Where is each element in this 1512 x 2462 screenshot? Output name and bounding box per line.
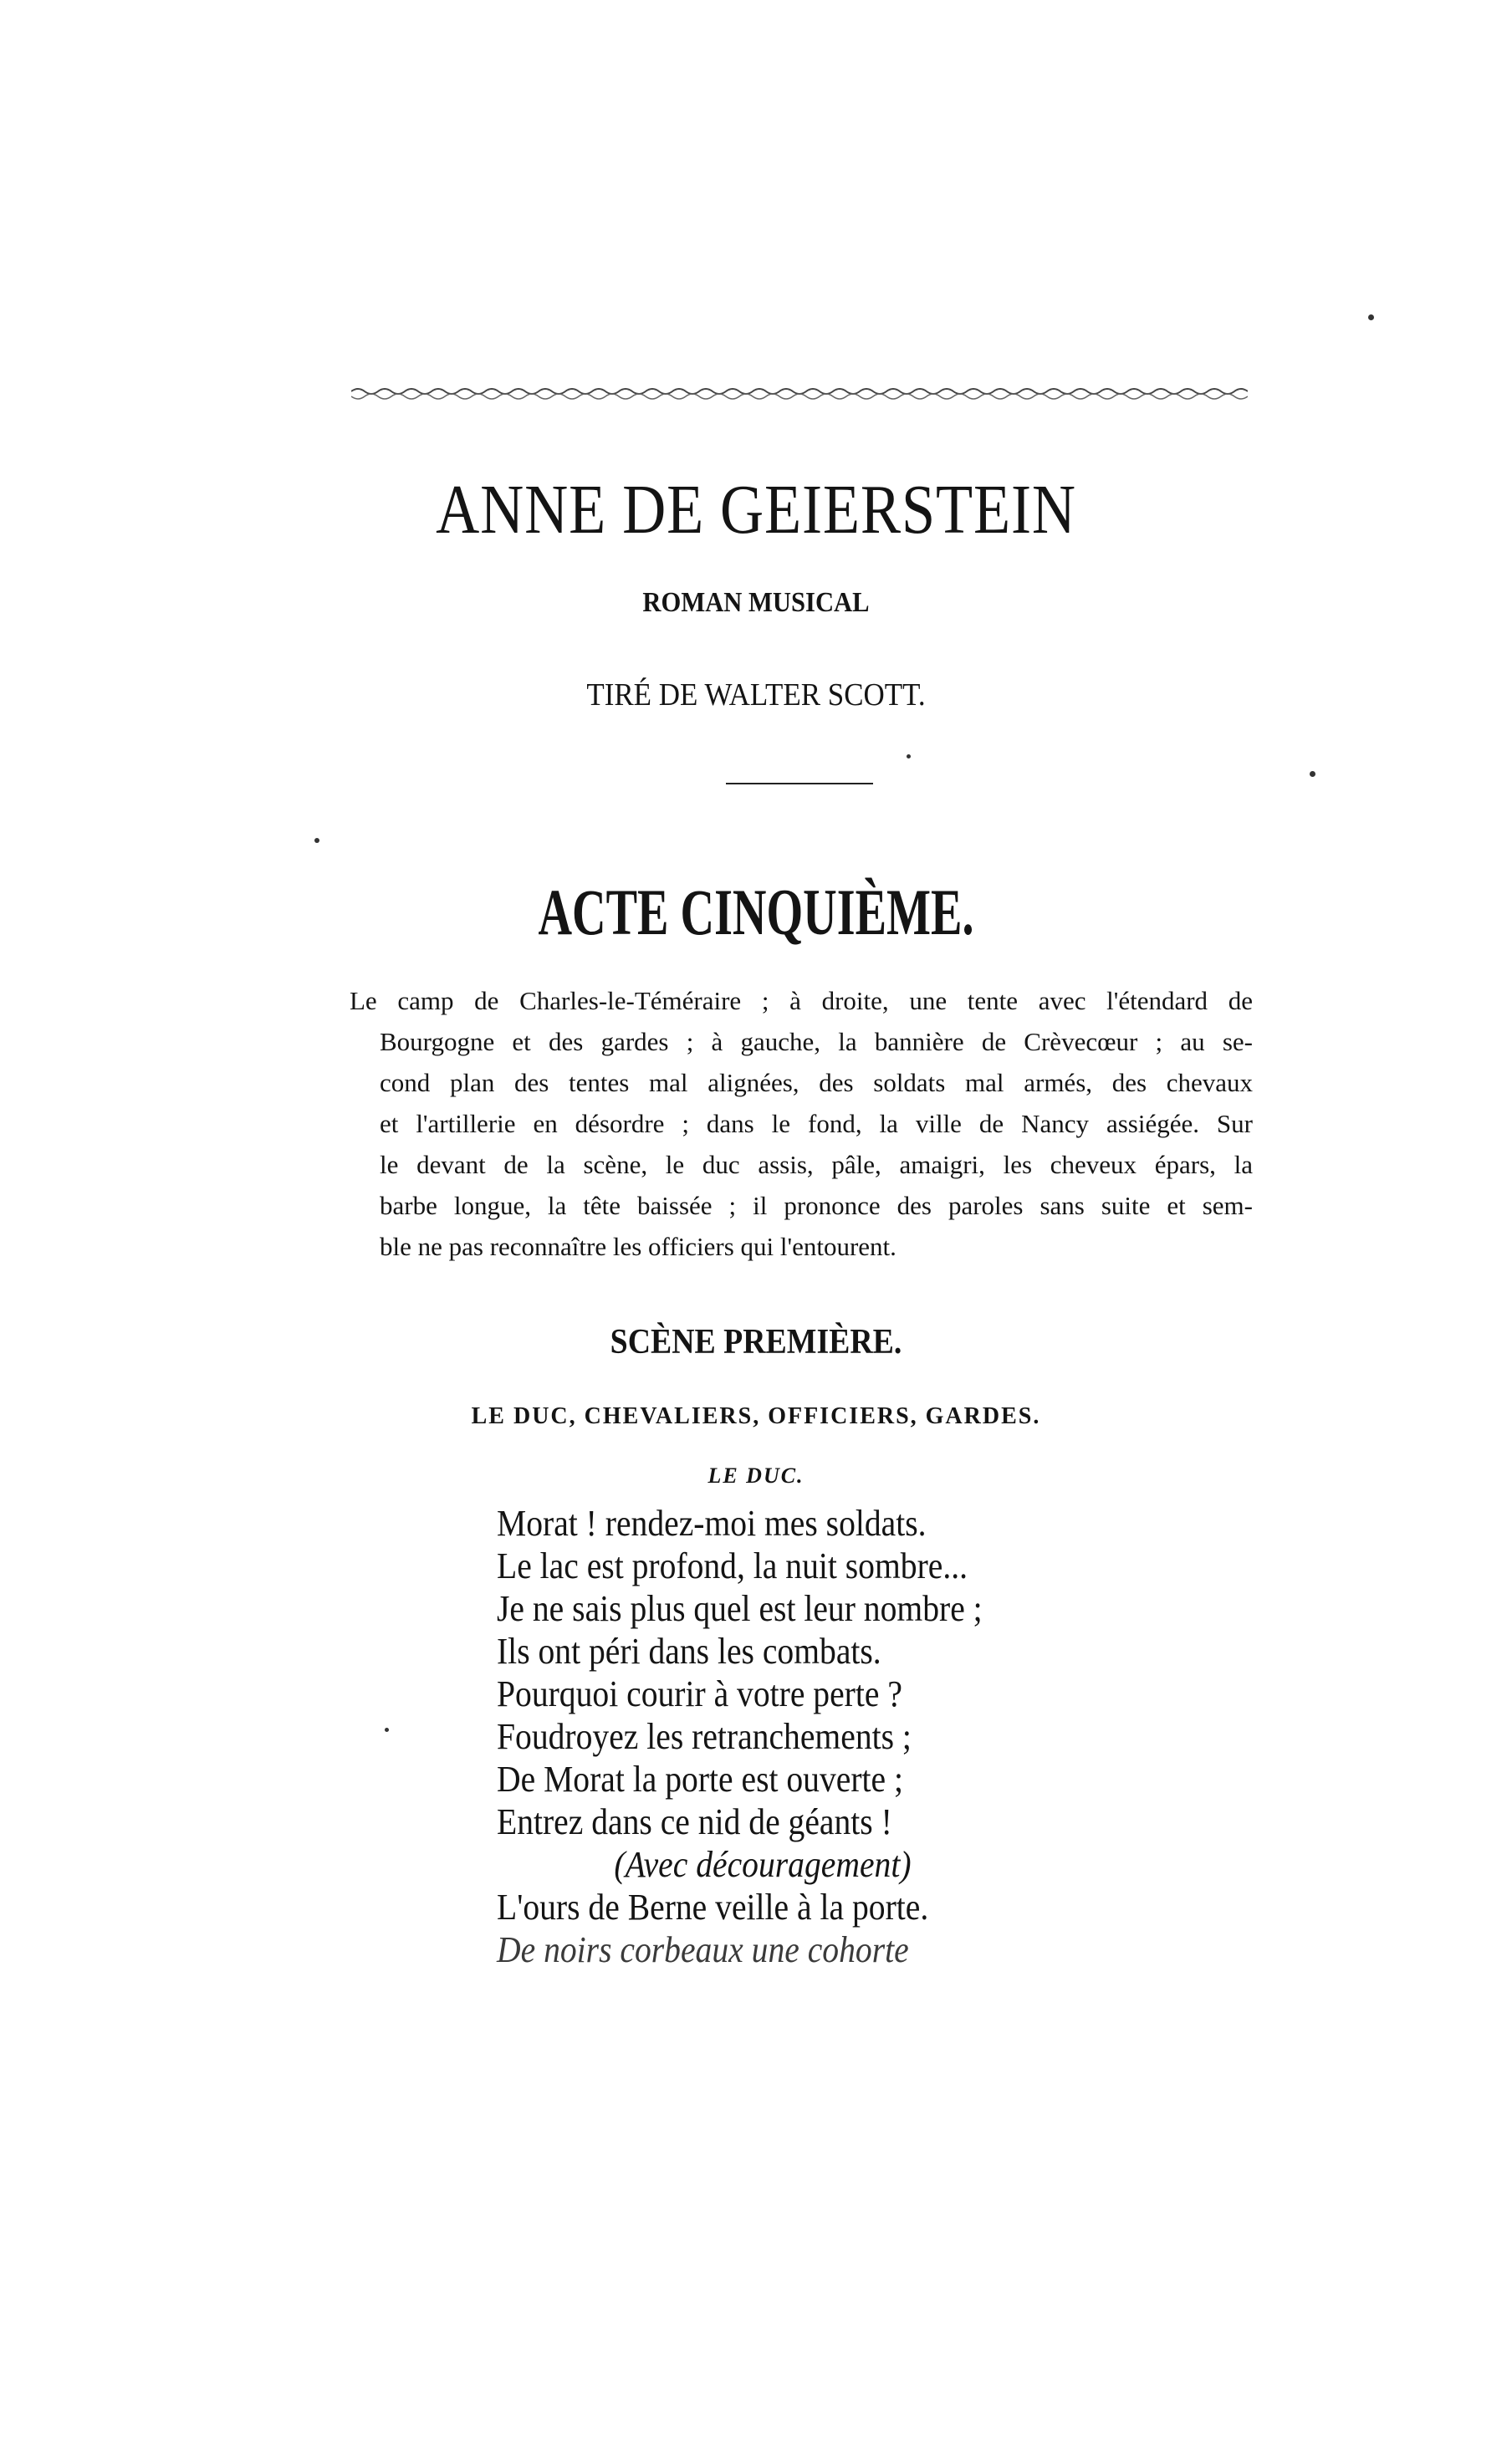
scene-title: SCÈNE PREMIÈRE. bbox=[610, 1323, 902, 1361]
scan-speck bbox=[1368, 314, 1374, 320]
verse-line: Le lac est profond, la nuit sombre... bbox=[497, 1545, 968, 1586]
verse-line: Morat ! rendez-moi mes soldats. bbox=[497, 1503, 927, 1544]
scan-speck bbox=[314, 838, 319, 843]
book-subtitle-source: TIRÉ DE WALTER SCOTT. bbox=[586, 677, 926, 713]
verse-line: L'ours de Berne veille à la porte. bbox=[497, 1887, 929, 1928]
verse-line: Je ne sais plus quel est leur nombre ; bbox=[497, 1588, 983, 1629]
stage-direction-line: Bourgogne et des gardes ; à gauche, la bannière de Crèvecœur ; au se- bbox=[380, 1027, 1253, 1056]
speaker-name: LE DUC. bbox=[707, 1463, 805, 1488]
stage-direction-line: et l'artillerie en désordre ; dans le fond, la ville de Nancy assiégée. Sur bbox=[380, 1109, 1253, 1138]
stage-direction-line: le devant de la scène, le duc assis, pâle, amaigri, les cheveux épars, la bbox=[380, 1150, 1253, 1179]
stage-direction-line: Le camp de Charles-le-Téméraire ; à droite, une tente avec l'étendard de bbox=[350, 986, 1253, 1015]
verse-line: Ils ont péri dans les combats. bbox=[497, 1631, 881, 1672]
stage-direction-line: ble ne pas reconnaître les officiers qui l'entourent. bbox=[380, 1232, 896, 1261]
character-list: LE DUC, CHEVALIERS, OFFICIERS, GARDES. bbox=[471, 1403, 1041, 1429]
scan-speck bbox=[907, 754, 911, 759]
stage-directions bbox=[350, 980, 1253, 1267]
book-title: ANNE DE GEIERSTEIN bbox=[436, 471, 1076, 549]
act-title: ACTE CINQUIÈME. bbox=[538, 876, 974, 948]
verse-line: Foudroyez les retranchements ; bbox=[497, 1716, 912, 1757]
section-divider bbox=[726, 783, 873, 784]
scan-speck bbox=[385, 1728, 389, 1732]
scan-speck bbox=[1310, 771, 1315, 777]
verse-line: Entrez dans ce nid de géants ! bbox=[497, 1801, 892, 1842]
verse-block bbox=[497, 1502, 1166, 1971]
ornamental-wavy-rule bbox=[351, 383, 1248, 405]
verse-line: Pourquoi courir à votre perte ? bbox=[497, 1673, 902, 1714]
book-subtitle-genre: ROMAN MUSICAL bbox=[642, 587, 870, 618]
stage-direction-line: barbe longue, la tête baissée ; il prononce des paroles sans suite et sem- bbox=[380, 1191, 1253, 1220]
stage-direction-line: cond plan des tentes mal alignées, des soldats mal armés, des chevaux bbox=[380, 1068, 1253, 1097]
verse-line: De noirs corbeaux une cohorte bbox=[497, 1929, 909, 1970]
verse-stage-direction: (Avec découragement) bbox=[614, 1844, 912, 1885]
verse-line: De Morat la porte est ouverte ; bbox=[497, 1759, 904, 1800]
